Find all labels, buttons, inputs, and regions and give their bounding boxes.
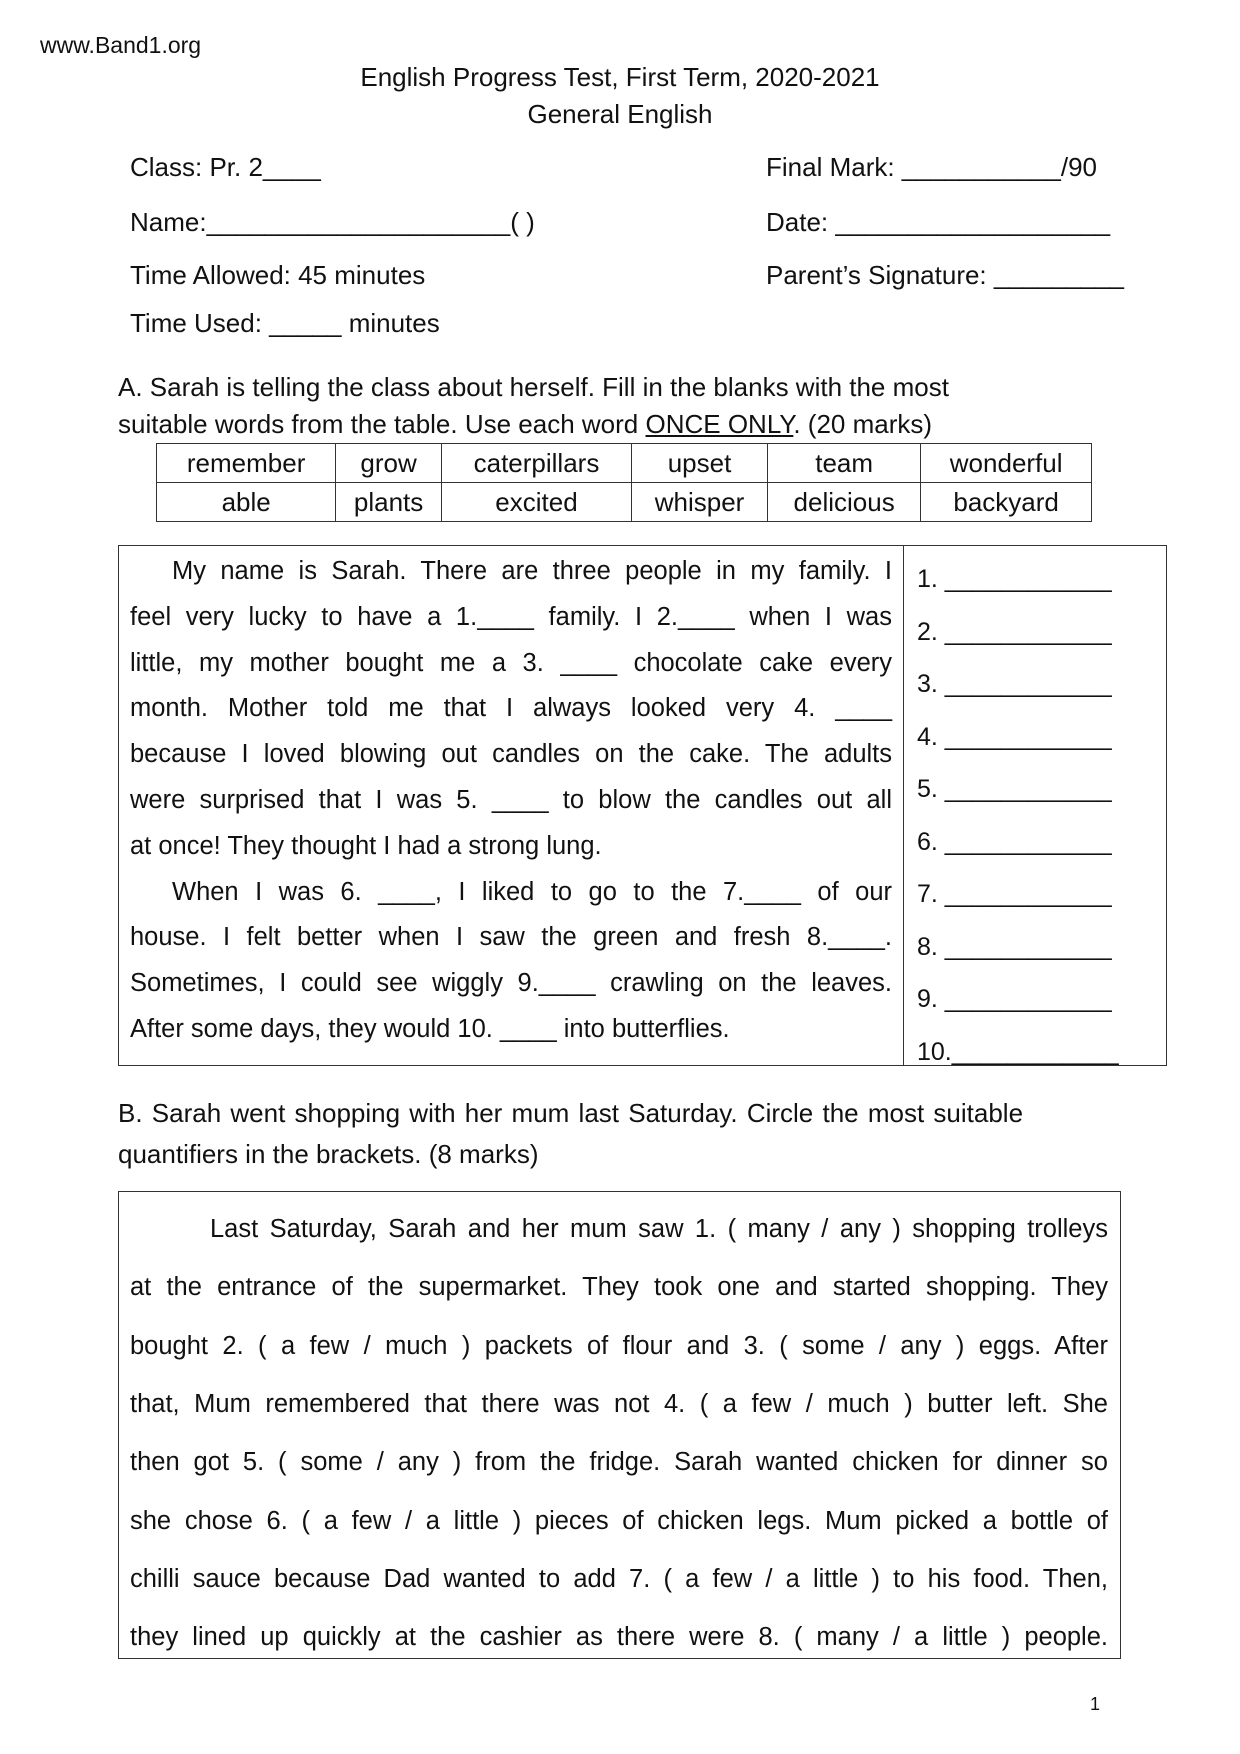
class-field: Class: Pr. 2____ (130, 152, 321, 182)
quantifier-line: at the entrance of the supermarket. They took one and started shopping. They (130, 1273, 1108, 1302)
passage-line: After some days, they would 10. ____ into butterflies. (130, 1015, 730, 1043)
passage-line: My name is Sarah. There are three people in my family. I (172, 557, 892, 585)
word-cell: grow (336, 444, 442, 483)
word-cell: wonderful (921, 444, 1092, 483)
passage-line: little, my mother bought me a 3. ____ chocolate cake every (130, 648, 892, 677)
time-allowed: Time Allowed: 45 minutes (130, 260, 426, 290)
answer-blank[interactable]: 2. ____________ (917, 617, 1112, 646)
section-a-instruction-2 (118, 409, 932, 440)
passage-line: house. I felt better when I saw the green and fresh 8.____. (130, 923, 892, 952)
passage-line: Sometimes, I could see wiggly 9.____ crawling on the leaves. (130, 969, 892, 998)
word-cell: remember (157, 444, 336, 483)
word-cell: able (157, 483, 336, 522)
quantifier-line: chilli sauce because Dad wanted to add 7. ( a few / a little ) to his food. Then, (130, 1564, 1108, 1593)
answer-blank[interactable]: 9. ____________ (917, 985, 1112, 1013)
quantifier-line: then got 5. ( some / any ) from the fridge. Sarah wanted chicken for dinner so (130, 1448, 1108, 1477)
instruction-text: suitable words from the table. Use each word (118, 409, 646, 439)
instruction-marks: . (20 marks) (793, 409, 933, 439)
date-field: Date: ___________________ (766, 207, 1111, 237)
section-b-instruction-2: quantifiers in the brackets. (8 marks) (118, 1139, 539, 1169)
quantifier-line: bought 2. ( a few / much ) packets of flour and 3. ( some / any ) eggs. After (130, 1331, 1108, 1360)
word-cell: excited (441, 483, 631, 522)
word-cell: caterpillars (441, 444, 631, 483)
quantifier-line: that, Mum remembered that there was not 4. ( a few / much ) butter left. She (130, 1389, 1108, 1418)
section-a-instruction-1: A. Sarah is telling the class about herself. Fill in the blanks with the most (118, 372, 949, 402)
answer-blank[interactable]: 4. ____________ (917, 722, 1112, 751)
word-cell: whisper (632, 483, 768, 522)
passage-line: When I was 6. ____, I liked to go to the 7.____ of our (172, 877, 892, 906)
test-subtitle: General English (527, 99, 713, 129)
instruction-emphasis: ONCE ONLY (645, 409, 794, 439)
parent-signature-field: Parent’s Signature: _________ (766, 260, 1125, 290)
word-bank-table (156, 443, 1092, 522)
passage-line: at once! They thought I had a strong lung. (130, 831, 602, 860)
quantifier-line: they lined up quickly at the cashier as there were 8. ( many / a little ) people. (130, 1623, 1108, 1652)
final-mark-field: Final Mark: ___________/90 (766, 152, 1098, 182)
passage-line: month. Mother told me that I always looked very 4. ____ (130, 694, 892, 723)
word-bank-row (157, 444, 1092, 483)
word-cell: backyard (921, 483, 1092, 522)
quantifier-line: Last Saturday, Sarah and her mum saw 1. ( many / any ) shopping trolleys (210, 1215, 1108, 1243)
passage-line: were surprised that I was 5. ____ to blow the candles out all (130, 786, 892, 814)
section-b-instruction-1: B. Sarah went shopping with her mum last Saturday. Circle the most suitable (118, 1098, 1024, 1128)
time-used-field: Time Used: _____ minutes (130, 308, 440, 338)
website-watermark: www.Band1.org (40, 32, 202, 58)
word-cell: team (767, 444, 920, 483)
page-number: 1 (1090, 1694, 1101, 1714)
test-title: English Progress Test, First Term, 2020-2021 (360, 62, 880, 92)
answer-blank[interactable]: 1. ____________ (917, 565, 1112, 593)
answer-blank[interactable]: 8. ____________ (917, 932, 1112, 961)
word-cell: upset (632, 444, 768, 483)
answer-column-divider (903, 545, 904, 1065)
passage-line: feel very lucky to have a 1.____ family. I 2.____ when I was (130, 602, 892, 631)
passage-line: because I loved blowing out candles on the cake. The adults (130, 740, 892, 769)
answer-blank[interactable]: 10.____________ (917, 1037, 1119, 1066)
word-bank-row (157, 483, 1092, 522)
answer-blank[interactable]: 3. ____________ (917, 670, 1112, 698)
word-cell: delicious (767, 483, 920, 522)
name-field: Name:_____________________( ) (130, 207, 535, 237)
answer-blank[interactable]: 7. ____________ (917, 880, 1112, 908)
quantifier-line: she chose 6. ( a few / a little ) pieces of chicken legs. Mum picked a bottle of (130, 1506, 1108, 1535)
answer-blank[interactable]: 5. ____________ (917, 775, 1112, 803)
word-cell: plants (336, 483, 442, 522)
answer-blank[interactable]: 6. ____________ (917, 827, 1112, 856)
